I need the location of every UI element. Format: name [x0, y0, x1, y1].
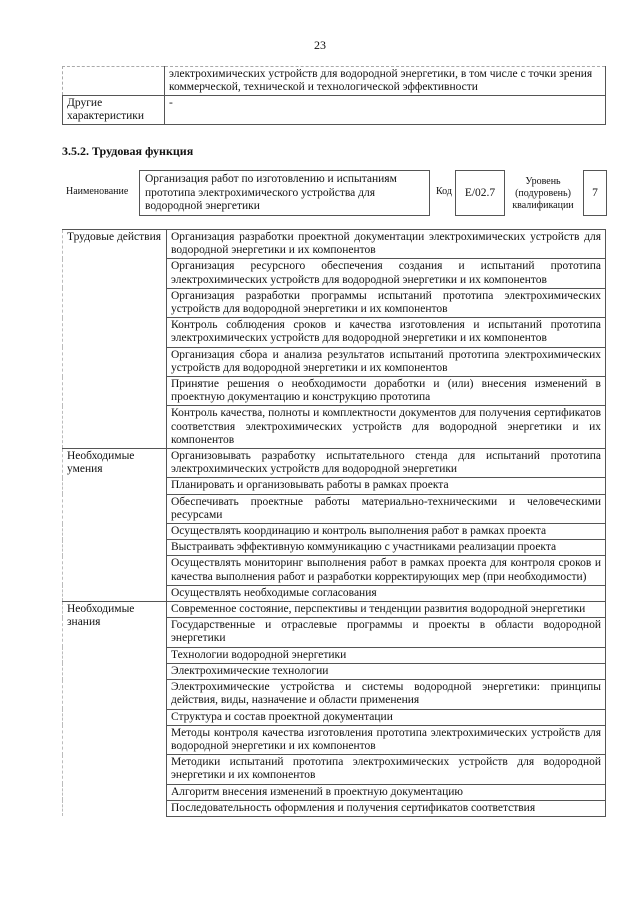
- group-item: Контроль соблюдения сроков и качества изготовления и испытаний прототипа электрохимических устройств для водородной энергетики и их компонентов: [167, 318, 606, 347]
- other-characteristics-label: Другие характеристики: [63, 96, 165, 125]
- function-name: Организация работ по изготовлению и испытаниям прототипа электрохимического устройства для водородной энергетики: [139, 170, 430, 216]
- code-label: Код: [436, 186, 452, 197]
- labor-function-table: [62, 229, 606, 817]
- group-item: Планировать и организовывать работы в рамках проекта: [167, 478, 606, 494]
- group-item: Осуществлять необходимые согласования: [167, 585, 606, 601]
- group-label: Необходимые умения: [63, 449, 167, 602]
- continuation-table: [62, 66, 606, 125]
- table-row: [63, 230, 606, 259]
- qualification-level-label: Уровень (подуровень) квалификации: [512, 176, 574, 211]
- group-item: Организовывать разработку испытательного стенда для испытаний прототипа электрохимических устройств для водородной энергетики: [167, 449, 606, 478]
- group-item: Организация сбора и анализа результатов испытаний прототипа электрохимических устройств для водородной энергетики и их компонентов: [167, 347, 606, 376]
- group-label: Необходимые знания: [63, 602, 167, 817]
- group-item: Современное состояние, перспективы и тенденции развития водородной энергетики: [167, 602, 606, 618]
- group-item: Последовательность оформления и получения сертификатов соответствия: [167, 800, 606, 816]
- group-item: Выстраивать эффективную коммуникацию с участниками реализации проекта: [167, 540, 606, 556]
- page-number: 23: [314, 38, 326, 52]
- group-item: Технологии водородной энергетики: [167, 647, 606, 663]
- group-item: Организация ресурсного обеспечения создания и испытаний прототипа электрохимических устройств для водородной энергетики и их компонентов: [167, 259, 606, 288]
- empty-cell: [63, 67, 165, 96]
- group-item: Принятие решения о необходимости доработки и (или) внесения изменений в проектную документацию и конструкцию прототипа: [167, 377, 606, 406]
- table-row: [63, 96, 606, 125]
- group-item: Организация разработки проектной документации электрохимических устройств для водородной энергетики и их компонентов: [167, 230, 606, 259]
- code-value: E/02.7: [455, 170, 505, 216]
- group-item: Осуществлять мониторинг выполнения работ в рамках проекта для контроля сроков и качества выполнения работ и разработки корректирующих мер (при необходимости): [167, 556, 606, 585]
- group-item: Методики испытаний прототипа электрохимических устройств для водородной энергетики и их компонентов: [167, 755, 606, 784]
- group-item: Государственные и отраслевые программы и проекты в области водородной энергетики: [167, 618, 606, 647]
- group-item: Организация разработки программы испытаний прототипа электрохимических устройств для водородной энергетики и их компонентов: [167, 288, 606, 317]
- table-row: [63, 449, 606, 478]
- other-characteristics-value: -: [165, 96, 606, 125]
- table-row: [63, 67, 606, 96]
- name-label: Наименование: [66, 186, 129, 197]
- continuation-text: электрохимических устройств для водородной энергетики, в том числе с точки зрения коммерческой, технической и технологической эффективности: [165, 67, 606, 96]
- qualification-level-value: 7: [583, 170, 607, 216]
- section-title: 3.5.2. Трудовая функция: [62, 144, 194, 158]
- group-item: Методы контроля качества изготовления прототипа электрохимических устройств для водородной энергетики и их компонентов: [167, 725, 606, 754]
- table-row: [63, 602, 606, 618]
- group-item: Электрохимические устройства и системы водородной энергетики: принципы действия, виды, назначение и области применения: [167, 680, 606, 709]
- group-item: Контроль качества, полноты и комплектности документов для получения сертификатов соответствия электрохимических устройств для водородной энергетики и их компонентов: [167, 406, 606, 449]
- group-item: Обеспечивать проектные работы материально-техническими и человеческими ресурсами: [167, 494, 606, 523]
- group-item: Осуществлять координацию и контроль выполнения работ в рамках проекта: [167, 524, 606, 540]
- group-label: Трудовые действия: [63, 230, 167, 449]
- group-item: Электрохимические технологии: [167, 663, 606, 679]
- group-item: Алгоритм внесения изменений в проектную документацию: [167, 784, 606, 800]
- group-item: Структура и состав проектной документации: [167, 709, 606, 725]
